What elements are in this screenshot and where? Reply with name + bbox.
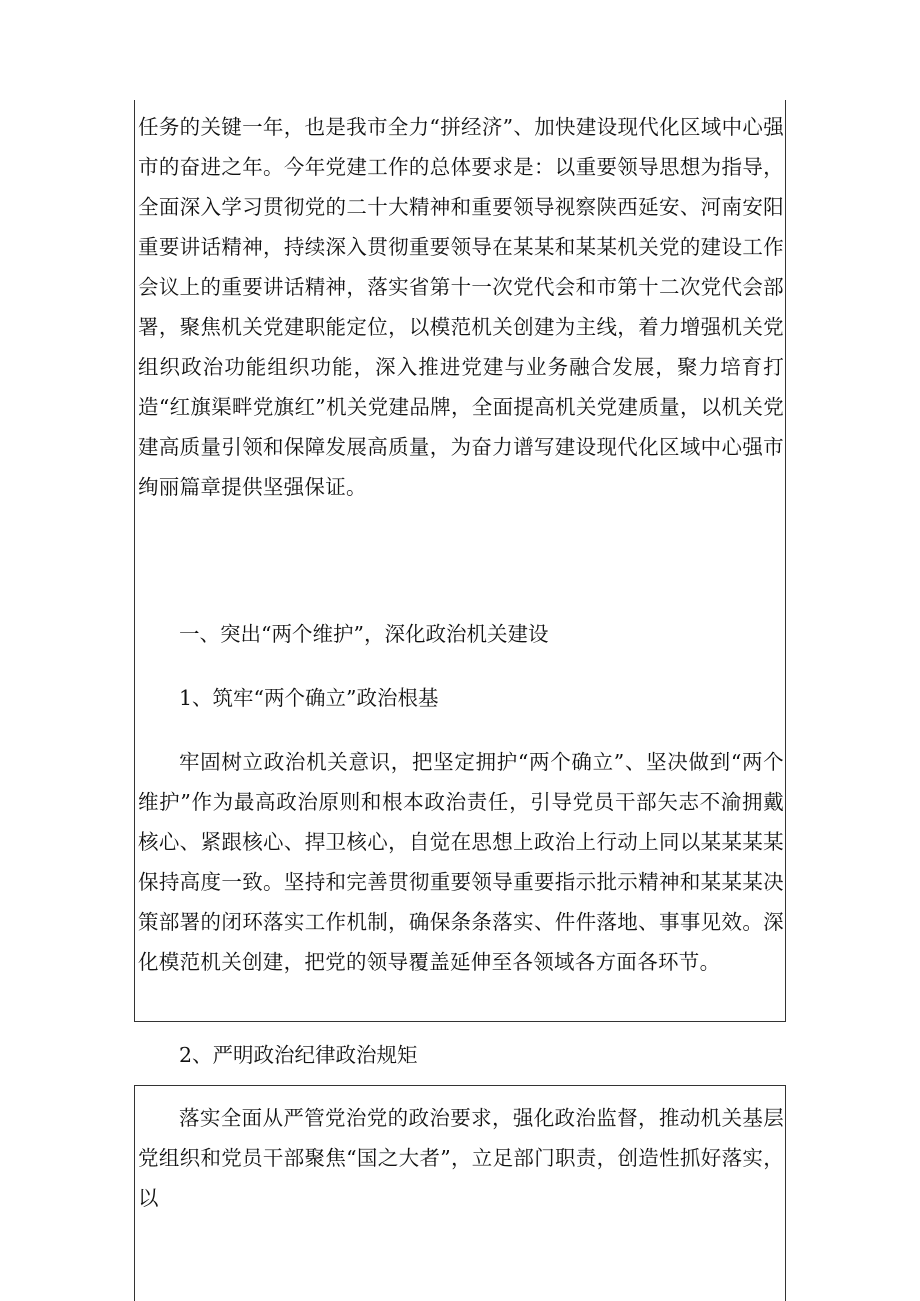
section-heading-1: 一、突出“两个维护”，深化政治机关建设 [179,622,549,646]
paragraph-overall-requirements: 任务的关键一年，也是我市全力“拼经济”、加快建设现代化区域中心强市的奋进之年。今年党建工作的总体要求是：以重要领导思想为指导，全面深入学习贯彻党的二十大精神和重要领导视察陕西延安、河南安阳重要讲话精神，持续深入贯彻重要领导在某某和某某机关党的建设工作会议上的重要讲话精神，落实省第十一次党代会和市第十二次党代会部署，聚焦机关党建职能定位，以模范机关创建为主线，着力增强机关党组织政治功能组织功能，深入推进党建与业务融合发展，聚力培育打造“红旗渠畔党旗红”机关党建品牌，全面提高机关党建质量，以机关党建高质量引领和保障发展高质量，为奋力谱写建设现代化区域中心强市绚丽篇章提供坚强保证。 [138,115,784,499]
paragraph-political-foundation: 牢固树立政治机关意识，把坚定拥护“两个确立”、坚决做到“两个维护”作为最高政治原则和根本政治责任，引导党员干部矢志不渝拥戴核心、紧跟核心、捍卫核心，自觉在思想上政治上行动上同以某某某某保持高度一致。坚持和完善贯彻重要领导重要指示批示精神和某某某决策部署的闭环落实工作机制，确保条条落实、件件落地、事事见效。深化模范机关创建，把党的领导覆盖延伸至各领域各方面各环节。 [138,750,784,974]
subsection-heading-1-1: 1、筑牢“两个确立”政治根基 [179,686,439,710]
paragraph-political-discipline: 落实全面从严管党治党的政治要求，强化政治监督，推动机关基层党组织和党员干部聚焦“国之大者”，立足部门职责，创造性抓好落实，以 [138,1106,784,1210]
subsection-heading-1-2: 2、严明政治纪律政治规矩 [179,1043,418,1067]
